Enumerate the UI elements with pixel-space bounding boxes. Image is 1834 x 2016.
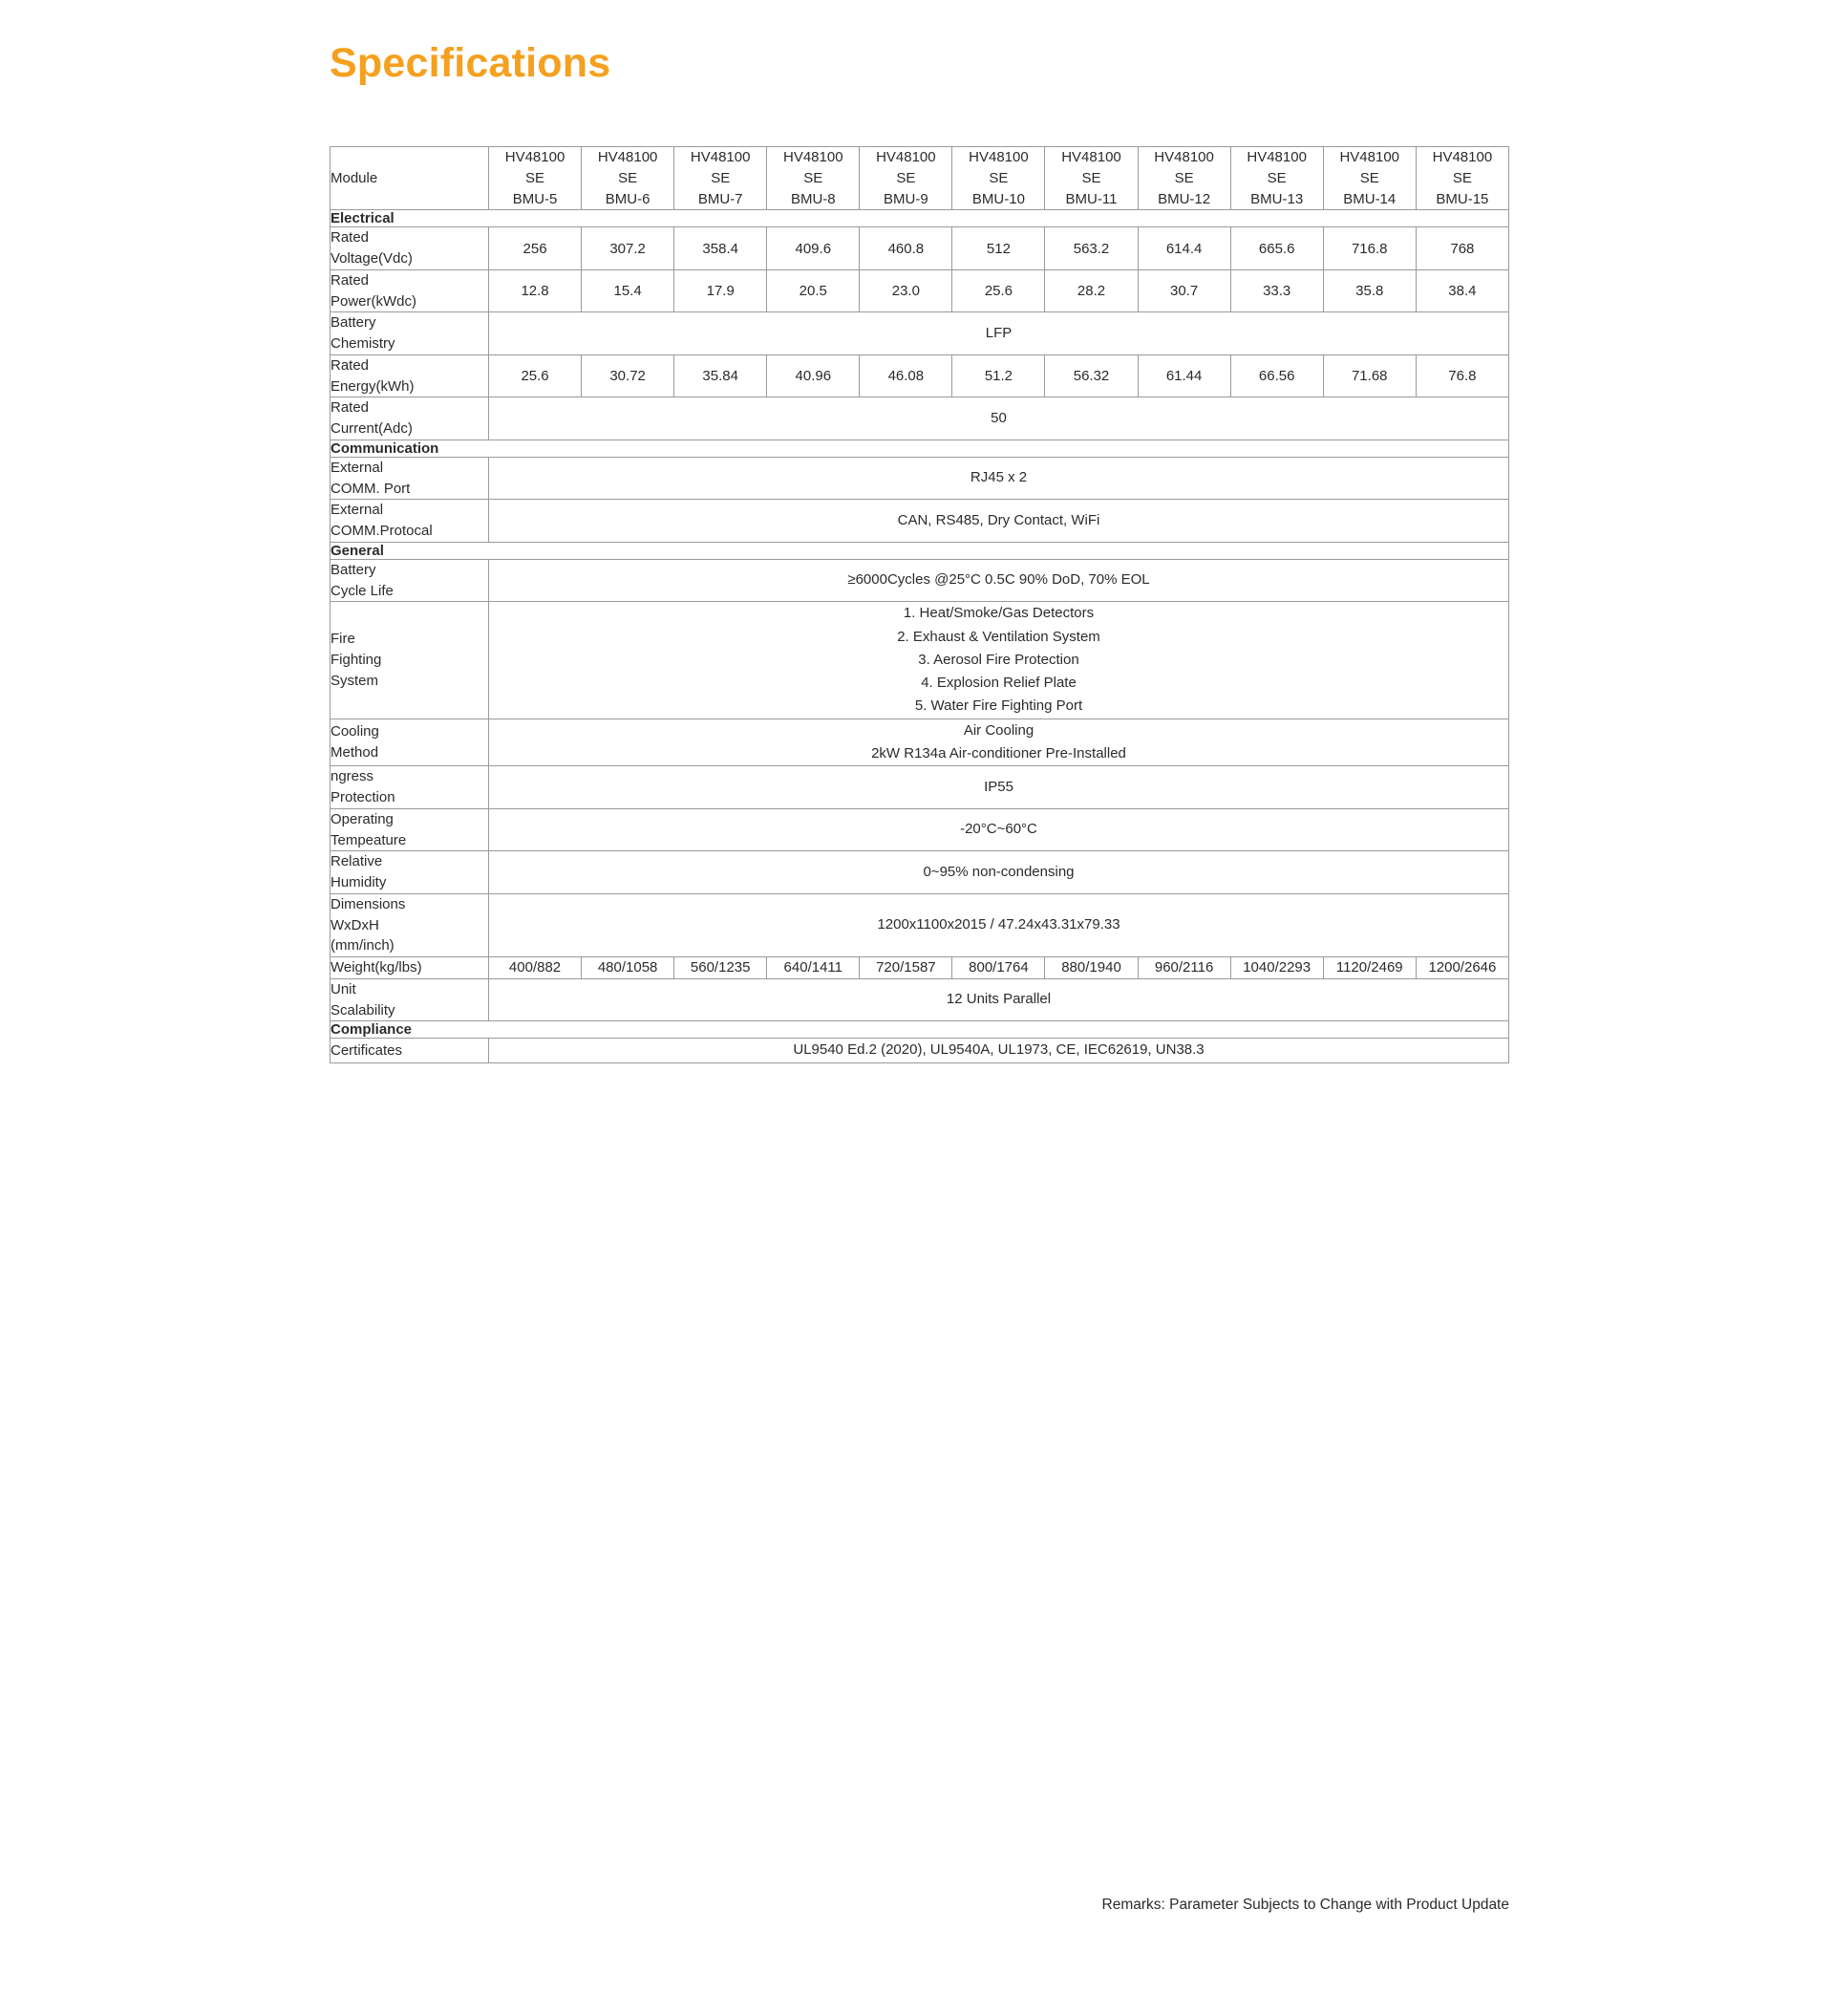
cell-value: 640/1411	[767, 957, 860, 979]
header-column-6: HV48100 SE BMU-10	[952, 147, 1045, 210]
table-row	[331, 312, 1509, 355]
row-label: External COMM. Port	[331, 457, 489, 500]
table-row	[331, 227, 1509, 270]
cell-value-span: 1200x1100x2015 / 47.24x43.31x79.33	[489, 893, 1509, 956]
remarks-note: Remarks: Parameter Subjects to Change with Product Update	[1101, 1897, 1509, 1913]
cell-value-span: 0~95% non-condensing	[489, 851, 1509, 894]
table-header-row	[331, 147, 1509, 210]
cell-value: 35.84	[674, 354, 767, 397]
cell-value: 66.56	[1230, 354, 1323, 397]
cell-value-span: UL9540 Ed.2 (2020), UL9540A, UL1973, CE, IEC62619, UN38.3	[489, 1039, 1509, 1062]
row-label: Rated Current(Adc)	[331, 397, 489, 440]
cell-value: 46.08	[860, 354, 952, 397]
table-row	[331, 457, 1509, 500]
cell-value: 12.8	[489, 269, 582, 312]
cell-value-span: ≥6000Cycles @25°C 0.5C 90% DoD, 70% EOL	[489, 559, 1509, 602]
row-label: ngress Protection	[331, 766, 489, 809]
cell-value: 30.7	[1138, 269, 1230, 312]
cell-value: 409.6	[767, 227, 860, 270]
header-module-label: Module	[331, 147, 489, 210]
cell-value: 38.4	[1416, 269, 1508, 312]
cell-value-span: 12 Units Parallel	[489, 978, 1509, 1021]
row-label: External COMM.Protocal	[331, 500, 489, 543]
cell-value-span: CAN, RS485, Dry Contact, WiFi	[489, 500, 1509, 543]
cell-value: 665.6	[1230, 227, 1323, 270]
cell-value-span: RJ45 x 2	[489, 457, 1509, 500]
header-column-8: HV48100 SE BMU-12	[1138, 147, 1230, 210]
section-header-row	[331, 440, 1509, 457]
cell-value: 880/1940	[1045, 957, 1138, 979]
cell-value: 1040/2293	[1230, 957, 1323, 979]
header-column-11: HV48100 SE BMU-15	[1416, 147, 1508, 210]
section-header-row	[331, 210, 1509, 227]
cell-value: 35.8	[1323, 269, 1416, 312]
cell-value: 40.96	[767, 354, 860, 397]
cell-value-span: IP55	[489, 766, 1509, 809]
cell-value: 960/2116	[1138, 957, 1230, 979]
cell-value: 25.6	[489, 354, 582, 397]
specifications-table-body	[331, 147, 1509, 1063]
cell-value: 15.4	[582, 269, 674, 312]
section-header-row	[331, 542, 1509, 559]
cell-value: 51.2	[952, 354, 1045, 397]
header-column-10: HV48100 SE BMU-14	[1323, 147, 1416, 210]
row-label: Weight(kg/lbs)	[331, 957, 489, 979]
cell-value-span: LFP	[489, 312, 1509, 355]
cell-value: 23.0	[860, 269, 952, 312]
table-row	[331, 500, 1509, 543]
cell-value: 30.72	[582, 354, 674, 397]
cell-value: 25.6	[952, 269, 1045, 312]
header-column-7: HV48100 SE BMU-11	[1045, 147, 1138, 210]
cell-value: 563.2	[1045, 227, 1138, 270]
cell-value-span: -20°C~60°C	[489, 808, 1509, 851]
cell-value: 33.3	[1230, 269, 1323, 312]
cell-value: 76.8	[1416, 354, 1508, 397]
table-row	[331, 354, 1509, 397]
cell-value: 614.4	[1138, 227, 1230, 270]
cell-value: 768	[1416, 227, 1508, 270]
header-column-5: HV48100 SE BMU-9	[860, 147, 952, 210]
row-label: Relative Humidity	[331, 851, 489, 894]
section-title-communication: Communication	[331, 440, 1509, 457]
cell-value: 256	[489, 227, 582, 270]
row-label: Rated Voltage(Vdc)	[331, 227, 489, 270]
table-row	[331, 766, 1509, 809]
cell-value: 20.5	[767, 269, 860, 312]
cell-value: 17.9	[674, 269, 767, 312]
table-row	[331, 978, 1509, 1021]
cell-value: 800/1764	[952, 957, 1045, 979]
header-column-2: HV48100 SE BMU-6	[582, 147, 674, 210]
cell-value: 28.2	[1045, 269, 1138, 312]
cell-value: 61.44	[1138, 354, 1230, 397]
cell-value: 460.8	[860, 227, 952, 270]
row-label: Fire Fighting System	[331, 602, 489, 718]
section-title-electrical: Electrical	[331, 210, 1509, 227]
cell-value-span: Air Cooling 2kW R134a Air-conditioner Pre-Installed	[489, 718, 1509, 766]
specifications-table-wrapper	[330, 146, 1509, 1063]
row-label: Battery Cycle Life	[331, 559, 489, 602]
section-header-row	[331, 1021, 1509, 1039]
specifications-table	[330, 146, 1509, 1063]
header-column-1: HV48100 SE BMU-5	[489, 147, 582, 210]
table-row	[331, 957, 1509, 979]
row-label: Operating Tempeature	[331, 808, 489, 851]
row-label: Certificates	[331, 1039, 489, 1062]
header-column-4: HV48100 SE BMU-8	[767, 147, 860, 210]
cell-value: 400/882	[489, 957, 582, 979]
cell-value: 512	[952, 227, 1045, 270]
cell-value: 716.8	[1323, 227, 1416, 270]
header-column-3: HV48100 SE BMU-7	[674, 147, 767, 210]
cell-value: 1120/2469	[1323, 957, 1416, 979]
table-row	[331, 851, 1509, 894]
cell-value: 307.2	[582, 227, 674, 270]
cell-value: 358.4	[674, 227, 767, 270]
row-label: Cooling Method	[331, 718, 489, 766]
table-row	[331, 602, 1509, 718]
cell-value-span: 1. Heat/Smoke/Gas Detectors 2. Exhaust & Ventilation System 3. Aerosol Fire Protection 4. Explosion Relief Plate 5. Water Fire Fighting Port	[489, 602, 1509, 718]
table-row	[331, 808, 1509, 851]
table-row	[331, 718, 1509, 766]
cell-value-span: 50	[489, 397, 1509, 440]
table-row	[331, 397, 1509, 440]
cell-value: 1200/2646	[1416, 957, 1508, 979]
row-label: Unit Scalability	[331, 978, 489, 1021]
cell-value: 560/1235	[674, 957, 767, 979]
cell-value: 480/1058	[582, 957, 674, 979]
cell-value: 720/1587	[860, 957, 952, 979]
section-title-general: General	[331, 542, 1509, 559]
cell-value: 71.68	[1323, 354, 1416, 397]
row-label: Battery Chemistry	[331, 312, 489, 355]
table-row	[331, 559, 1509, 602]
cell-value: 56.32	[1045, 354, 1138, 397]
table-row	[331, 893, 1509, 956]
row-label: Dimensions WxDxH (mm/inch)	[331, 893, 489, 956]
table-row	[331, 1039, 1509, 1062]
table-row	[331, 269, 1509, 312]
section-title-compliance: Compliance	[331, 1021, 1509, 1039]
page-title: Specifications	[330, 40, 611, 86]
header-column-9: HV48100 SE BMU-13	[1230, 147, 1323, 210]
row-label: Rated Energy(kWh)	[331, 354, 489, 397]
row-label: Rated Power(kWdc)	[331, 269, 489, 312]
